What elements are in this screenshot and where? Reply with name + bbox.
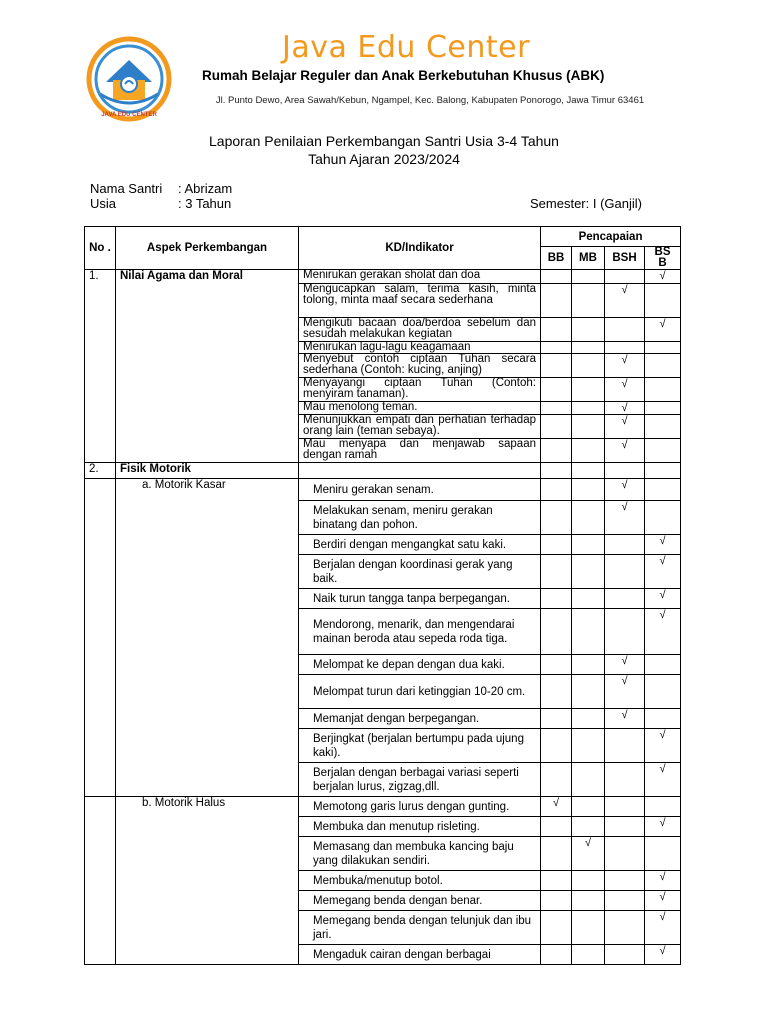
- cell-mb: [572, 555, 605, 589]
- indicator-text: Meniru gerakan senam.: [299, 479, 541, 501]
- cell-mb: [572, 817, 605, 837]
- cell-bsh: [605, 729, 645, 763]
- cell-mb: [572, 655, 605, 675]
- cell-bsb: [645, 729, 681, 763]
- check-mark-icon: √: [659, 318, 666, 330]
- indicator-text: Berdiri dengan mengangkat satu kaki.: [299, 535, 541, 555]
- cell-bb: [541, 378, 572, 402]
- indicator-text: Melakukan senam, meniru gerakan binatang dan pohon.: [299, 501, 541, 535]
- cell-bb: [541, 354, 572, 378]
- indicator-text: [299, 463, 541, 479]
- cell-bsb: [645, 284, 681, 318]
- cell-bb: [541, 479, 572, 501]
- semester-label: Semester: I (Ganjil): [530, 196, 642, 211]
- cell-bsh: [605, 479, 645, 501]
- cell-bsb: [645, 675, 681, 709]
- cell-bsh: [605, 945, 645, 965]
- table-row: [85, 463, 681, 479]
- cell-bsb: [645, 415, 681, 439]
- cell-bsh: [605, 501, 645, 535]
- indicator-text: Melompat ke depan dengan dua kaki.: [299, 655, 541, 675]
- check-mark-icon: √: [659, 535, 666, 547]
- cell-bb: [541, 945, 572, 965]
- cell-mb: [572, 589, 605, 609]
- cell-bsb: [645, 911, 681, 945]
- cell-bb: [541, 837, 572, 871]
- row-number: [85, 479, 116, 797]
- check-mark-icon: √: [621, 479, 628, 491]
- check-mark-icon: √: [659, 945, 666, 957]
- cell-bb: [541, 911, 572, 945]
- cell-bsb: [645, 817, 681, 837]
- cell-bsh: [605, 891, 645, 911]
- indicator-text: Menunjukkan empati dan perhatian terhadap orang lain (teman sebaya).: [299, 415, 541, 439]
- cell-mb: [572, 378, 605, 402]
- cell-bsh: [605, 270, 645, 284]
- indicator-text: Menirukan lagu-lagu keagamaan: [299, 342, 541, 354]
- cell-bsh: [605, 797, 645, 817]
- header-aspect: Aspek Perkembangan: [116, 227, 299, 270]
- age-value: : 3 Tahun: [178, 196, 232, 211]
- brand-subtitle: Rumah Belajar Reguler dan Anak Berkebutuhan Khusus (ABK): [202, 68, 605, 83]
- cell-bsh: [605, 911, 645, 945]
- cell-bsh: [605, 439, 645, 463]
- check-mark-icon: √: [621, 501, 628, 513]
- cell-bsh: [605, 609, 645, 655]
- cell-bsh: [605, 402, 645, 415]
- check-mark-icon: √: [621, 675, 628, 687]
- cell-mb: [572, 837, 605, 871]
- header-mb: MB: [572, 247, 605, 270]
- cell-bsb: [645, 535, 681, 555]
- row-number: 2.: [85, 463, 116, 479]
- check-mark-icon: √: [659, 763, 666, 775]
- cell-mb: [572, 871, 605, 891]
- cell-bb: [541, 817, 572, 837]
- cell-mb: [572, 439, 605, 463]
- check-mark-icon: √: [659, 589, 666, 601]
- cell-bsb: [645, 318, 681, 342]
- cell-bsh: [605, 589, 645, 609]
- cell-mb: [572, 535, 605, 555]
- cell-bb: [541, 284, 572, 318]
- aspect-name: Fisik Motorik: [116, 463, 299, 479]
- check-mark-icon: √: [659, 555, 666, 567]
- indicator-text: Mengaduk cairan dengan berbagai: [299, 945, 541, 965]
- indicator-text: Memanjat dengan berpegangan.: [299, 709, 541, 729]
- cell-bsb: [645, 589, 681, 609]
- check-mark-icon: √: [659, 729, 666, 741]
- assessment-table: [84, 226, 681, 965]
- sub-aspect-name: b. Motorik Halus: [116, 797, 299, 965]
- cell-bsb: [645, 439, 681, 463]
- cell-bb: [541, 415, 572, 439]
- cell-bsb: [645, 342, 681, 354]
- cell-bsh: [605, 415, 645, 439]
- cell-bb: [541, 535, 572, 555]
- cell-bb: [541, 655, 572, 675]
- name-value: : Abrizam: [178, 181, 233, 196]
- cell-bb: [541, 675, 572, 709]
- cell-bb: [541, 439, 572, 463]
- cell-bb: [541, 589, 572, 609]
- center-logo: [86, 36, 172, 122]
- report-title: Laporan Penilaian Perkembangan Santri Usia 3-4 Tahun: [209, 133, 559, 149]
- age-label: Usia: [90, 196, 117, 211]
- cell-bb: [541, 609, 572, 655]
- table-row: [85, 479, 681, 501]
- brand-address: Jl. Punto Dewo, Area Sawah/Kebun, Ngampel, Kec. Balong, Kabupaten Ponorogo, Jawa Timur 63461: [215, 95, 645, 106]
- cell-bsh: [605, 378, 645, 402]
- cell-bsb: [645, 763, 681, 797]
- cell-bsh: [605, 463, 645, 479]
- check-mark-icon: √: [659, 817, 666, 829]
- cell-bb: [541, 501, 572, 535]
- row-number: 1.: [85, 270, 116, 463]
- cell-bsb: [645, 402, 681, 415]
- check-mark-icon: √: [584, 837, 592, 849]
- cell-bsh: [605, 837, 645, 871]
- cell-mb: [572, 415, 605, 439]
- table-row: [85, 797, 681, 817]
- cell-bsh: [605, 342, 645, 354]
- cell-bsh: [605, 535, 645, 555]
- cell-mb: [572, 763, 605, 797]
- cell-bb: [541, 402, 572, 415]
- cell-bsb: [645, 463, 681, 479]
- cell-bb: [541, 797, 572, 817]
- indicator-text: Mengikuti bacaan doa/berdoa sebelum dan sesudah melakukan kegiatan: [299, 318, 541, 342]
- cell-mb: [572, 891, 605, 911]
- aspect-name: Nilai Agama dan Moral: [116, 270, 299, 463]
- cell-bsh: [605, 763, 645, 797]
- check-mark-icon: √: [621, 284, 628, 296]
- sub-aspect-name: a. Motorik Kasar: [116, 479, 299, 797]
- cell-bb: [541, 555, 572, 589]
- cell-bsb: [645, 354, 681, 378]
- cell-mb: [572, 270, 605, 284]
- cell-mb: [572, 284, 605, 318]
- cell-mb: [572, 354, 605, 378]
- indicator-text: Mau menolong teman.: [299, 402, 541, 415]
- check-mark-icon: √: [621, 709, 628, 721]
- brand-title: Java Edu Center: [282, 30, 530, 65]
- indicator-text: Memegang benda dengan benar.: [299, 891, 541, 911]
- cell-mb: [572, 709, 605, 729]
- cell-bsb: [645, 609, 681, 655]
- cell-bb: [541, 871, 572, 891]
- check-mark-icon: √: [621, 439, 628, 451]
- cell-mb: [572, 501, 605, 535]
- cell-bb: [541, 729, 572, 763]
- cell-bsb: [645, 555, 681, 589]
- cell-bb: [541, 270, 572, 284]
- cell-bb: [541, 709, 572, 729]
- cell-bsh: [605, 675, 645, 709]
- check-mark-icon: √: [552, 797, 560, 809]
- check-mark-icon: √: [621, 655, 628, 667]
- check-mark-icon: √: [621, 415, 628, 427]
- cell-mb: [572, 318, 605, 342]
- cell-mb: [572, 463, 605, 479]
- indicator-text: Menyayangi ciptaan Tuhan (Contoh: menyiram tanaman).: [299, 378, 541, 402]
- indicator-text: Menirukan gerakan sholat dan doa: [299, 270, 541, 284]
- indicator-text: Mendorong, menarik, dan mengendarai mainan beroda atau sepeda roda tiga.: [299, 609, 541, 655]
- cell-bsb: [645, 797, 681, 817]
- indicator-text: Mengucapkan salam, terima kasih, minta tolong, minta maaf secara sederhana: [299, 284, 541, 318]
- header-bb: BB: [541, 247, 572, 270]
- cell-bsb: [645, 270, 681, 284]
- indicator-text: Naik turun tangga tanpa berpegangan.: [299, 589, 541, 609]
- indicator-text: Membuka dan menutup risleting.: [299, 817, 541, 837]
- cell-bsh: [605, 354, 645, 378]
- row-number: [85, 797, 116, 965]
- indicator-text: Melompat turun dari ketinggian 10-20 cm.: [299, 675, 541, 709]
- cell-bsb: [645, 501, 681, 535]
- cell-bsh: [605, 318, 645, 342]
- cell-mb: [572, 729, 605, 763]
- table-body: [85, 270, 681, 965]
- cell-bb: [541, 318, 572, 342]
- indicator-text: Memasang dan membuka kancing baju yang dilakukan sendiri.: [299, 837, 541, 871]
- header-achievement: Pencapaian: [541, 227, 681, 247]
- cell-bsb: [645, 479, 681, 501]
- header-bsh: BSH: [605, 247, 645, 270]
- cell-bsb: [645, 837, 681, 871]
- check-mark-icon: √: [621, 402, 628, 414]
- cell-bsb: [645, 378, 681, 402]
- header-indicator: KD/Indikator: [299, 227, 541, 270]
- report-year: Tahun Ajaran 2023/2024: [308, 151, 460, 167]
- indicator-text: Berjalan dengan berbagai variasi seperti berjalan lurus, zigzag,dll.: [299, 763, 541, 797]
- cell-mb: [572, 675, 605, 709]
- check-mark-icon: √: [659, 609, 666, 621]
- cell-bsb: [645, 655, 681, 675]
- cell-bsh: [605, 709, 645, 729]
- cell-bsb: [645, 871, 681, 891]
- cell-bb: [541, 891, 572, 911]
- check-mark-icon: √: [659, 891, 666, 903]
- indicator-text: Berjingkat (berjalan bertumpu pada ujung kaki).: [299, 729, 541, 763]
- indicator-text: Berjalan dengan koordinasi gerak yang baik.: [299, 555, 541, 589]
- check-mark-icon: √: [621, 354, 628, 366]
- cell-bb: [541, 463, 572, 479]
- cell-bb: [541, 763, 572, 797]
- cell-bsh: [605, 817, 645, 837]
- cell-bsb: [645, 891, 681, 911]
- indicator-text: Memotong garis lurus dengan gunting.: [299, 797, 541, 817]
- header-bsb: BS B: [645, 247, 681, 270]
- indicator-text: Memegang benda dengan telunjuk dan ibu jari.: [299, 911, 541, 945]
- header-no: No .: [85, 227, 116, 270]
- indicator-text: Mau menyapa dan menjawab sapaan dengan ramah: [299, 439, 541, 463]
- cell-bsh: [605, 871, 645, 891]
- indicator-text: Membuka/menutup botol.: [299, 871, 541, 891]
- check-mark-icon: √: [659, 911, 666, 923]
- table-row: [85, 270, 681, 284]
- check-mark-icon: √: [659, 871, 666, 883]
- name-label: Nama Santri: [90, 181, 163, 196]
- cell-bsb: [645, 945, 681, 965]
- check-mark-icon: √: [659, 270, 666, 282]
- cell-bsh: [605, 284, 645, 318]
- cell-mb: [572, 911, 605, 945]
- cell-bsh: [605, 555, 645, 589]
- cell-mb: [572, 609, 605, 655]
- cell-mb: [572, 402, 605, 415]
- svg-text:JAVA EDU CENTER: JAVA EDU CENTER: [101, 112, 157, 118]
- cell-bsh: [605, 655, 645, 675]
- indicator-text: Menyebut contoh ciptaan Tuhan secara sederhana (Contoh: kucing, anjing): [299, 354, 541, 378]
- check-mark-icon: √: [621, 378, 628, 390]
- cell-mb: [572, 342, 605, 354]
- cell-mb: [572, 479, 605, 501]
- cell-bb: [541, 342, 572, 354]
- cell-bsb: [645, 709, 681, 729]
- cell-mb: [572, 945, 605, 965]
- cell-mb: [572, 797, 605, 817]
